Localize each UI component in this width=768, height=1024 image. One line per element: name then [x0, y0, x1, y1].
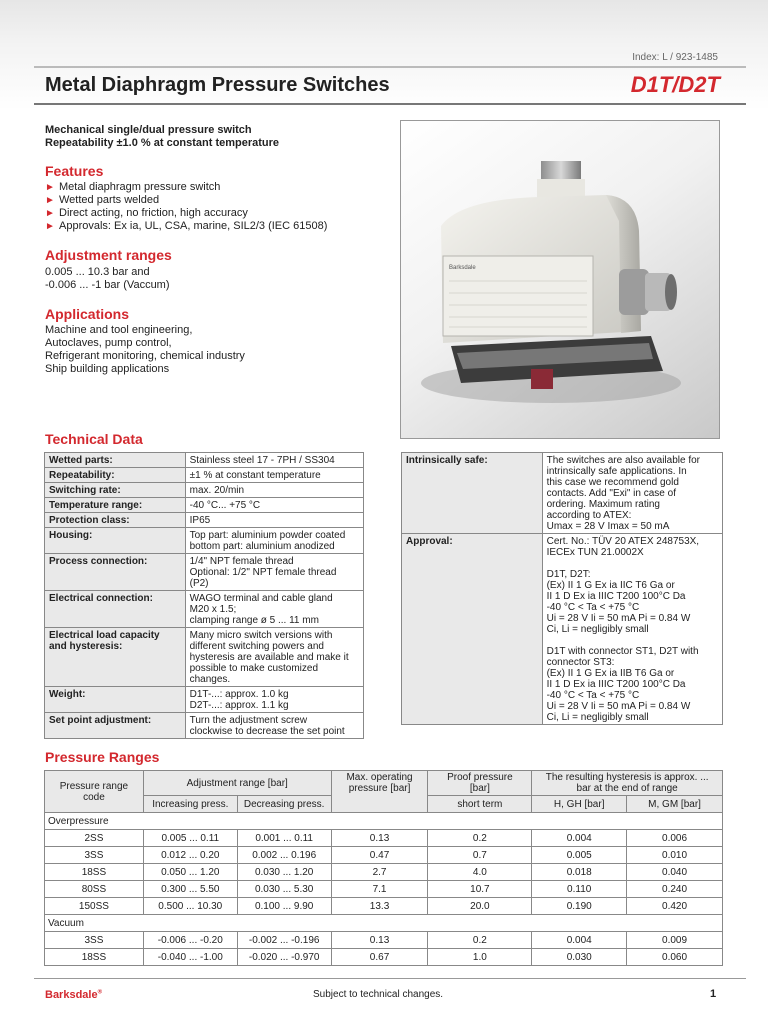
- table-cell: 0.001 ... 0.11: [237, 830, 331, 847]
- table-cell: 18SS: [45, 864, 144, 881]
- footer-note: Subject to technical changes.: [313, 989, 444, 1000]
- table-cell: 0.006: [627, 830, 723, 847]
- technical-data-table: [44, 452, 364, 739]
- intro-text: [45, 124, 279, 150]
- row-label: Protection class:: [45, 513, 186, 528]
- table-cell: 0.040: [627, 864, 723, 881]
- row-label: Electrical load capacity and hysteresis:: [45, 628, 186, 687]
- table-cell: 0.010: [627, 847, 723, 864]
- table-cell: 80SS: [45, 881, 144, 898]
- table-cell: 0.060: [627, 949, 723, 966]
- nameplate-brand: Barksdale: [449, 265, 476, 271]
- table-cell: -0.020 ... -0.970: [237, 949, 331, 966]
- page-number: 1: [710, 988, 717, 1000]
- table-cell: 10.7: [428, 881, 532, 898]
- list-item: Refrigerant monitoring, chemical industry: [45, 350, 245, 362]
- row-value: Cert. No.: TÜV 20 ATEX 248753X, IECEx TUN 21.0002X D1T, D2T: (Ex) II 1 G Ex ia IIC T6 Ga or II 1 D Ex ia IIIC T200 100°C Da -40 °C < Ta < +75 °C Ui = 28 V Ii = 50 mA Pi = 0.84 W Ci, Li = negligibly small D1T with connector ST1, D2T with connector ST3: (Ex) II 1 G Ex ia IIB T6 Ga or II 1 D Ex ia IIIC T200 100°C Da -40 °C < Ta < +75 °C Ui = 28 V Ii = 50 mA Pi = 0.84 W Ci, Li = negligibly small: [542, 534, 722, 725]
- intro-line: Repeatability ±1.0 % at constant temperature: [45, 137, 280, 149]
- list-item: ► Wetted parts welded: [45, 194, 160, 206]
- table-cell: -0.002 ... -0.196: [237, 932, 331, 949]
- table-row: [45, 830, 723, 847]
- row-value: D1T-...: approx. 1.0 kg D2T-...: approx. 1.1 kg: [185, 687, 363, 713]
- row-label: Electrical connection:: [45, 591, 186, 628]
- table-cell: 18SS: [45, 949, 144, 966]
- list-item: Autoclaves, pump control,: [45, 337, 172, 349]
- table-cell: 0.110: [532, 881, 627, 898]
- table-row: [45, 864, 723, 881]
- table-cell: 0.13: [331, 932, 428, 949]
- table-cell: 0.13: [331, 830, 428, 847]
- table-cell: 0.2: [428, 932, 532, 949]
- table-row: [45, 628, 364, 687]
- table-cell: 0.2: [428, 830, 532, 847]
- table-row: [402, 453, 723, 534]
- table-row: [45, 881, 723, 898]
- header-hysteresis: The resulting hysteresis is approx. ... bar at the end of range: [532, 771, 723, 796]
- row-label: Process connection:: [45, 554, 186, 591]
- table-row: [45, 513, 364, 528]
- group-row: [45, 915, 723, 932]
- group-label: Vacuum: [45, 915, 723, 932]
- row-value: Stainless steel 17 - 7PH / SS304: [185, 453, 363, 468]
- row-label: Approval:: [402, 534, 543, 725]
- table-row: [45, 591, 364, 628]
- header-m-gm: M, GM [bar]: [627, 796, 723, 813]
- table-cell: 0.500 ... 10.30: [143, 898, 237, 915]
- arrow-icon: ►: [45, 208, 55, 219]
- adjustment-text: [45, 266, 170, 292]
- header-adjustment: Adjustment range [bar]: [143, 771, 331, 796]
- table-cell: 2.7: [331, 864, 428, 881]
- row-label: Wetted parts:: [45, 453, 186, 468]
- table-cell: 0.100 ... 9.90: [237, 898, 331, 915]
- arrow-icon: ►: [45, 221, 55, 232]
- table-header-row: [45, 771, 723, 796]
- table-cell: 0.300 ... 5.50: [143, 881, 237, 898]
- table-cell: 3SS: [45, 932, 144, 949]
- row-value: The switches are also available for intrinsically safe applications. In this case we recommend gold contacts. Add "Exi" in case of ordering. Maximum rating according to ATEX: Umax = 28 V Imax = 50 mA: [542, 453, 722, 534]
- table-cell: 0.005 ... 0.11: [143, 830, 237, 847]
- row-value: WAGO terminal and cable gland M20 x 1.5; clamping range ø 5 ... 11 mm: [185, 591, 363, 628]
- header-increasing: Increasing press.: [143, 796, 237, 813]
- table-cell: 4.0: [428, 864, 532, 881]
- page-title: Metal Diaphragm Pressure Switches: [45, 74, 390, 96]
- table-cell: 0.004: [532, 830, 627, 847]
- table-cell: 0.005: [532, 847, 627, 864]
- header-proof: Proof pressure [bar]: [428, 771, 532, 796]
- adjustment-line: -0.006 ... -1 bar (Vaccum): [45, 279, 170, 291]
- table-cell: 0.030 ... 1.20: [237, 864, 331, 881]
- list-item: ► Metal diaphragm pressure switch: [45, 181, 221, 193]
- applications-heading: Applications: [45, 306, 130, 322]
- pressure-switch-image: [401, 121, 719, 438]
- table-cell: 0.004: [532, 932, 627, 949]
- table-cell: 150SS: [45, 898, 144, 915]
- row-label: Housing:: [45, 528, 186, 554]
- pressure-heading: Pressure Ranges: [45, 749, 160, 765]
- group-row: [45, 813, 723, 830]
- intro-line: Mechanical single/dual pressure switch: [45, 124, 252, 136]
- table-row: [45, 847, 723, 864]
- table-cell: 0.7: [428, 847, 532, 864]
- table-cell: 20.0: [428, 898, 532, 915]
- table-cell: 0.030: [532, 949, 627, 966]
- table-cell: 0.030 ... 5.30: [237, 881, 331, 898]
- header-h-gh: H, GH [bar]: [532, 796, 627, 813]
- row-label: Temperature range:: [45, 498, 186, 513]
- table-cell: 0.47: [331, 847, 428, 864]
- group-label: Overpressure: [45, 813, 723, 830]
- features-heading: Features: [45, 163, 104, 179]
- applications-list: [45, 324, 245, 376]
- row-value: Many micro switch versions with different switching powers and hysteresis are available and make it possible to make customized changes.: [185, 628, 363, 687]
- list-item: Ship building applications: [45, 363, 170, 375]
- list-item: ► Direct acting, no friction, high accuracy: [45, 207, 248, 219]
- table-cell: 1.0: [428, 949, 532, 966]
- table-row: [402, 534, 723, 725]
- table-row: [45, 483, 364, 498]
- row-value: IP65: [185, 513, 363, 528]
- table-cell: 0.009: [627, 932, 723, 949]
- header-short-term: short term: [428, 796, 532, 813]
- row-value: Top part: aluminium powder coated bottom part: aluminium anodized: [185, 528, 363, 554]
- features-list: [45, 181, 327, 233]
- row-value: Turn the adjustment screw clockwise to decrease the set point: [185, 713, 363, 739]
- table-cell: 13.3: [331, 898, 428, 915]
- brand-logo: Barksdale®: [45, 989, 103, 1001]
- row-label: Repeatability:: [45, 468, 186, 483]
- arrow-icon: ►: [45, 195, 55, 206]
- product-photo: [400, 120, 720, 439]
- header-max-operating: Max. operating pressure [bar]: [331, 771, 428, 813]
- top-divider: [34, 66, 746, 68]
- row-label: Intrinsically safe:: [402, 453, 543, 534]
- registered-mark: ®: [97, 989, 103, 996]
- table-cell: 7.1: [331, 881, 428, 898]
- row-label: Switching rate:: [45, 483, 186, 498]
- table-cell: 0.420: [627, 898, 723, 915]
- row-value: max. 20/min: [185, 483, 363, 498]
- header-code: Pressure range code: [45, 771, 144, 813]
- table-cell: -0.040 ... -1.00: [143, 949, 237, 966]
- title-divider: [34, 103, 746, 105]
- table-row: [45, 498, 364, 513]
- row-label: Set point adjustment:: [45, 713, 186, 739]
- footer-divider: [34, 978, 746, 979]
- pressure-ranges-table: [44, 770, 723, 966]
- table-cell: 3SS: [45, 847, 144, 864]
- adjustment-heading: Adjustment ranges: [45, 247, 172, 263]
- table-row: [45, 932, 723, 949]
- list-item: ► Approvals: Ex ia, UL, CSA, marine, SIL2/3 (IEC 61508): [45, 220, 328, 232]
- index-number: Index: L / 923-1485: [632, 52, 718, 63]
- table-cell: 0.050 ... 1.20: [143, 864, 237, 881]
- table-row: [45, 898, 723, 915]
- table-row: [45, 554, 364, 591]
- table-row: [45, 949, 723, 966]
- table-row: [45, 453, 364, 468]
- row-value: ±1 % at constant temperature: [185, 468, 363, 483]
- adjustment-line: 0.005 ... 10.3 bar and: [45, 266, 150, 278]
- table-row: [45, 528, 364, 554]
- model-code: D1T/D2T: [630, 72, 720, 97]
- table-cell: 0.190: [532, 898, 627, 915]
- table-cell: 0.018: [532, 864, 627, 881]
- table-row: [45, 468, 364, 483]
- table-row: [45, 687, 364, 713]
- header-decreasing: Decreasing press.: [237, 796, 331, 813]
- row-value: 1/4" NPT female thread Optional: 1/2" NPT female thread (P2): [185, 554, 363, 591]
- approvals-table: [401, 452, 723, 725]
- table-cell: 0.012 ... 0.20: [143, 847, 237, 864]
- table-cell: 2SS: [45, 830, 144, 847]
- table-cell: 0.67: [331, 949, 428, 966]
- technical-heading: Technical Data: [45, 431, 143, 447]
- table-cell: 0.002 ... 0.196: [237, 847, 331, 864]
- list-item: Machine and tool engineering,: [45, 324, 193, 336]
- table-row: [45, 713, 364, 739]
- table-cell: 0.240: [627, 881, 723, 898]
- row-label: Weight:: [45, 687, 186, 713]
- row-value: -40 °C... +75 °C: [185, 498, 363, 513]
- table-cell: -0.006 ... -0.20: [143, 932, 237, 949]
- arrow-icon: ►: [45, 182, 55, 193]
